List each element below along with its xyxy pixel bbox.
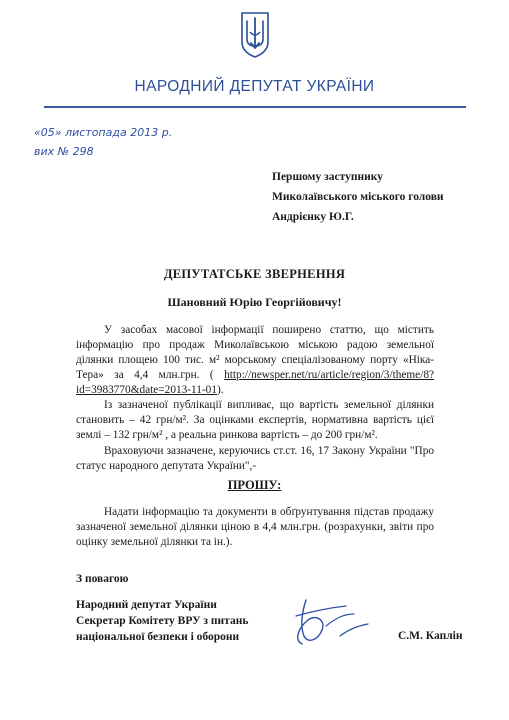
- paragraph-text-end: ).: [216, 384, 224, 396]
- body-paragraph-3: [76, 444, 434, 474]
- addressee-line: Андрієнку Ю.Г.: [272, 211, 354, 223]
- letterhead-title: НАРОДНИЙ ДЕПУТАТ УКРАЇНИ: [134, 78, 375, 95]
- article-link[interactable]: http://newsper.net/ru/article/region/3/theme/8?id=3983770&date=2013-11-01: [76, 369, 434, 396]
- addressee-block: [272, 167, 444, 227]
- signatory-line: Народний депутат України: [76, 599, 217, 611]
- addressee-line: Миколаївського міського голови: [272, 191, 444, 203]
- registration-date: «05» листопада 2013 р.: [34, 126, 173, 139]
- request-paragraph: [76, 505, 434, 550]
- salutation: Шановний Юрію Георгійовичу!: [167, 295, 342, 309]
- paragraph-text: Враховуючи зазначене, керуючись ст.ст. 16, 17 Закону України "Про статус народного депутата України",-: [76, 445, 434, 472]
- handwritten-signature-icon: [282, 596, 372, 648]
- signatory-line: національної безпеки і оборони: [76, 631, 240, 643]
- outgoing-number: вих № 298: [34, 145, 94, 158]
- body-paragraph-1: [76, 323, 434, 398]
- request-heading: ПРОШУ:: [227, 478, 282, 492]
- trident-emblem-icon: [240, 12, 270, 58]
- document-title: ДЕПУТАТСЬКЕ ЗВЕРНЕННЯ: [163, 267, 346, 281]
- paragraph-text: У засобах масової інформації поширено статтю, що містить інформацію про продаж Миколаївською міською радою земельної ділянки площею 100 тис. м² морському спеціалізованому порту «Ніка-Тера» за 4,4 млн.грн. (: [76, 324, 434, 381]
- signatory-name: С.М. Каплін: [398, 630, 463, 642]
- addressee-line: Першому заступнику: [272, 171, 383, 183]
- signatory-title-block: [76, 597, 248, 645]
- paragraph-text: Надати інформацію та документи в обґрунтування підстав продажу зазначеної земельної ділянки ціною в 4,4 млн.грн. (розрахунки, звіти про оцінку земельної ділянки та ін.).: [76, 506, 434, 548]
- header-divider: [44, 106, 466, 108]
- signatory-line: Секретар Комітету ВРУ з питань: [76, 615, 249, 627]
- paragraph-text: Із зазначеної публікації випливає, що вартість земельної ділянки становить – 42 грн/м². За оцінками експертів, нормативна вартість цієї землі – 132 грн/м² , а реальна ринкова вартість – до 200 грн/м².: [76, 399, 434, 441]
- body-paragraph-2: [76, 398, 434, 443]
- closing: З повагою: [76, 573, 129, 585]
